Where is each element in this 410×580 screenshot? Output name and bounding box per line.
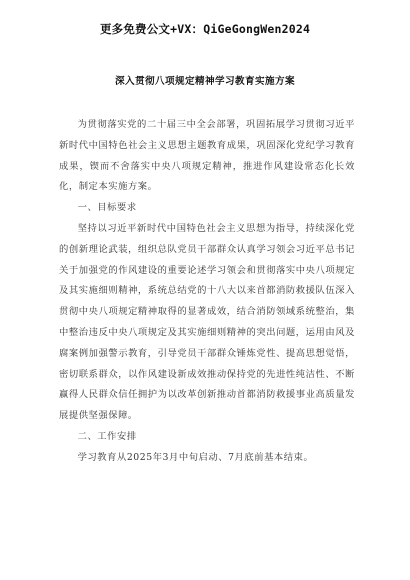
section-heading-arrangements: 二、工作安排 — [77, 430, 137, 442]
document-title: 深入贯彻八项规定精神学习教育实施方案 — [115, 76, 295, 87]
arrangements-paragraph: 学习教育从2025年3月中旬启动、7月底前基本结束。 — [77, 451, 314, 463]
intro-paragraph: 为贯彻落实党的二十届三中全会部署，巩固拓展学习贯彻习近平新时代中国特色社会主义思想主题教育成果，巩固深化党纪学习教育成果，锲而不舍落实中央八项规定精神，推进作风建设常态化长效化，制定本实施方案。 — [59, 119, 355, 193]
watermark-header: 更多免费公文+VX：QiGeGongWen2024 — [99, 22, 311, 36]
document-body — [59, 115, 355, 469]
section-heading-objectives: 一、目标要求 — [77, 202, 137, 214]
objectives-paragraph: 坚持以习近平新时代中国特色社会主义思想为指导，持续深化党的创新理论武装，组织总队党员干部群众认真学习领会习近平总书记关于加强党的作风建设的重要论述学习领会和贯彻落实中央八项规定及其实施细则精神，系统总结党的十八大以来首都消防救援队伍深入贯彻中央八项规定精神取得的显著成效，结合消防领域系统整治，集中整治违反中央八项规定及其实施细则精神的突出问题，运用由风及腐案例加强警示教育，引导党员干部群众锤炼党性、提高思想觉悟，密切联系群众，以作风建设新成效推动保持党的先进性纯洁性、不断赢得人民群众信任拥护为以改革创新推动首都消防救援事业高质量发展提供坚强保障。 — [59, 222, 355, 422]
